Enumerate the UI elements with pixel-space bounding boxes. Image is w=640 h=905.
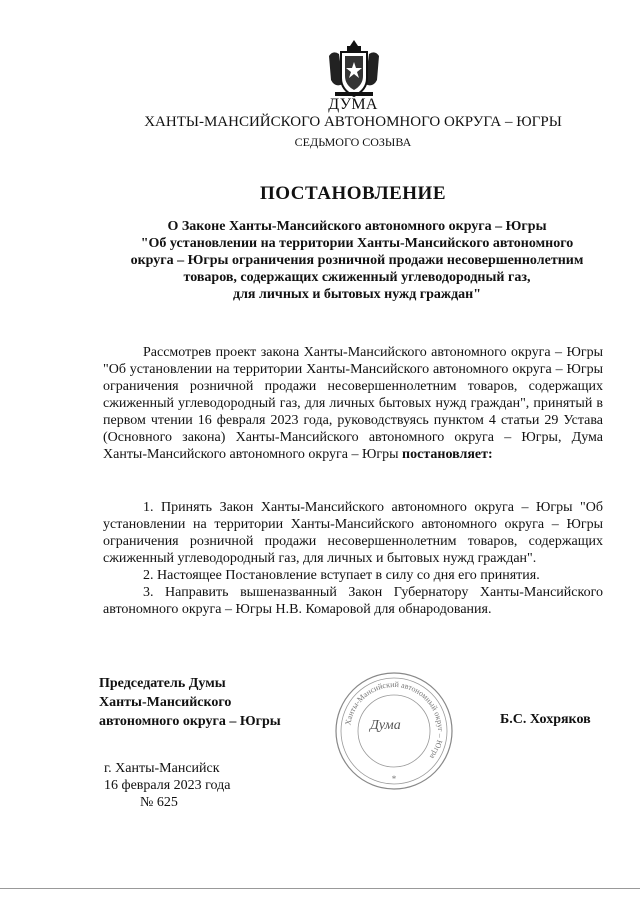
- resolution-item: 1. Принять Закон Ханты-Мансийского автономного округа – Югры "Об установлении на территории Ханты-Мансийского автономного округа – Югры ограничения розничной продажи несовершеннолетним товаров, содержащих сжиженный углеводородный газ, для личных и бытовых нужд граждан".: [103, 500, 603, 566]
- date: 16 февраля 2023 года: [104, 778, 231, 793]
- resolves-word: постановляет:: [402, 447, 493, 462]
- subject-line: округа – Югры ограничения розничной продажи несовершеннолетним: [130, 253, 584, 268]
- seal-center-text: Дума: [370, 718, 401, 733]
- subject-line: О Законе Ханты-Мансийского автономного округа – Югры: [167, 219, 547, 234]
- preamble-paragraph: [103, 344, 603, 463]
- subject-line: "Об установлении на территории Ханты-Мансийского автономного: [140, 236, 574, 251]
- signatory-line: Ханты-Мансийского: [99, 695, 232, 710]
- signatory-name: Б.С. Хохряков: [500, 712, 591, 727]
- place-and-date: [104, 760, 231, 811]
- document-subject: [103, 218, 611, 303]
- document-title: ПОСТАНОВЛЕНИЕ: [259, 183, 447, 204]
- resolution-item: 2. Настоящее Постановление вступает в силу со дня его принятия.: [143, 568, 540, 583]
- preamble-text: Рассмотрев проект закона Ханты-Мансийского автономного округа – Югры "Об установлении на территории Ханты-Мансийского автономного округа – Югры ограничения розничной продажи несовершеннолетним товаров, содержащих сжиженный углеводородный газ, для личных бытовых нужд граждан", принятый в первом чтении 16 февраля 2023 года, руководствуясь пунктом 4 статьи 29 Устава (Основного закона) Ханты-Мансийского автономного округа – Югры, Дума Ханты-Мансийского автономного округа – Югры: [103, 345, 603, 462]
- signatory-line: Председатель Думы: [99, 676, 226, 691]
- signatory-line: автономного округа – Югры: [99, 714, 281, 729]
- subject-line: для личных и бытовых нужд граждан": [233, 287, 481, 302]
- org-name: ДУМА: [328, 96, 378, 113]
- document-number: № 625: [140, 795, 178, 810]
- convocation: СЕДЬМОГО СОЗЫВА: [294, 135, 412, 149]
- city: г. Ханты-Мансийск: [104, 761, 220, 776]
- okrug-name: ХАНТЫ-МАНСИЙСКОГО АВТОНОМНОГО ОКРУГА – ЮГРЫ: [144, 114, 562, 130]
- footer-divider: [0, 888, 640, 889]
- signatory-position: [99, 674, 281, 731]
- svg-text:*: *: [391, 774, 397, 784]
- subject-line: товаров, содержащих сжиженный углеводородный газ,: [183, 270, 531, 285]
- resolution-item: 3. Направить вышеназванный Закон Губернатору Ханты-Мансийского автономного округа – Югры Н.В. Комаровой для обнародования.: [103, 585, 603, 617]
- resolution-items: [103, 499, 603, 618]
- seal-ring-text: Ханты-Мансийский автономный округ – Югра: [343, 679, 446, 761]
- coat-of-arms-icon: [325, 38, 383, 100]
